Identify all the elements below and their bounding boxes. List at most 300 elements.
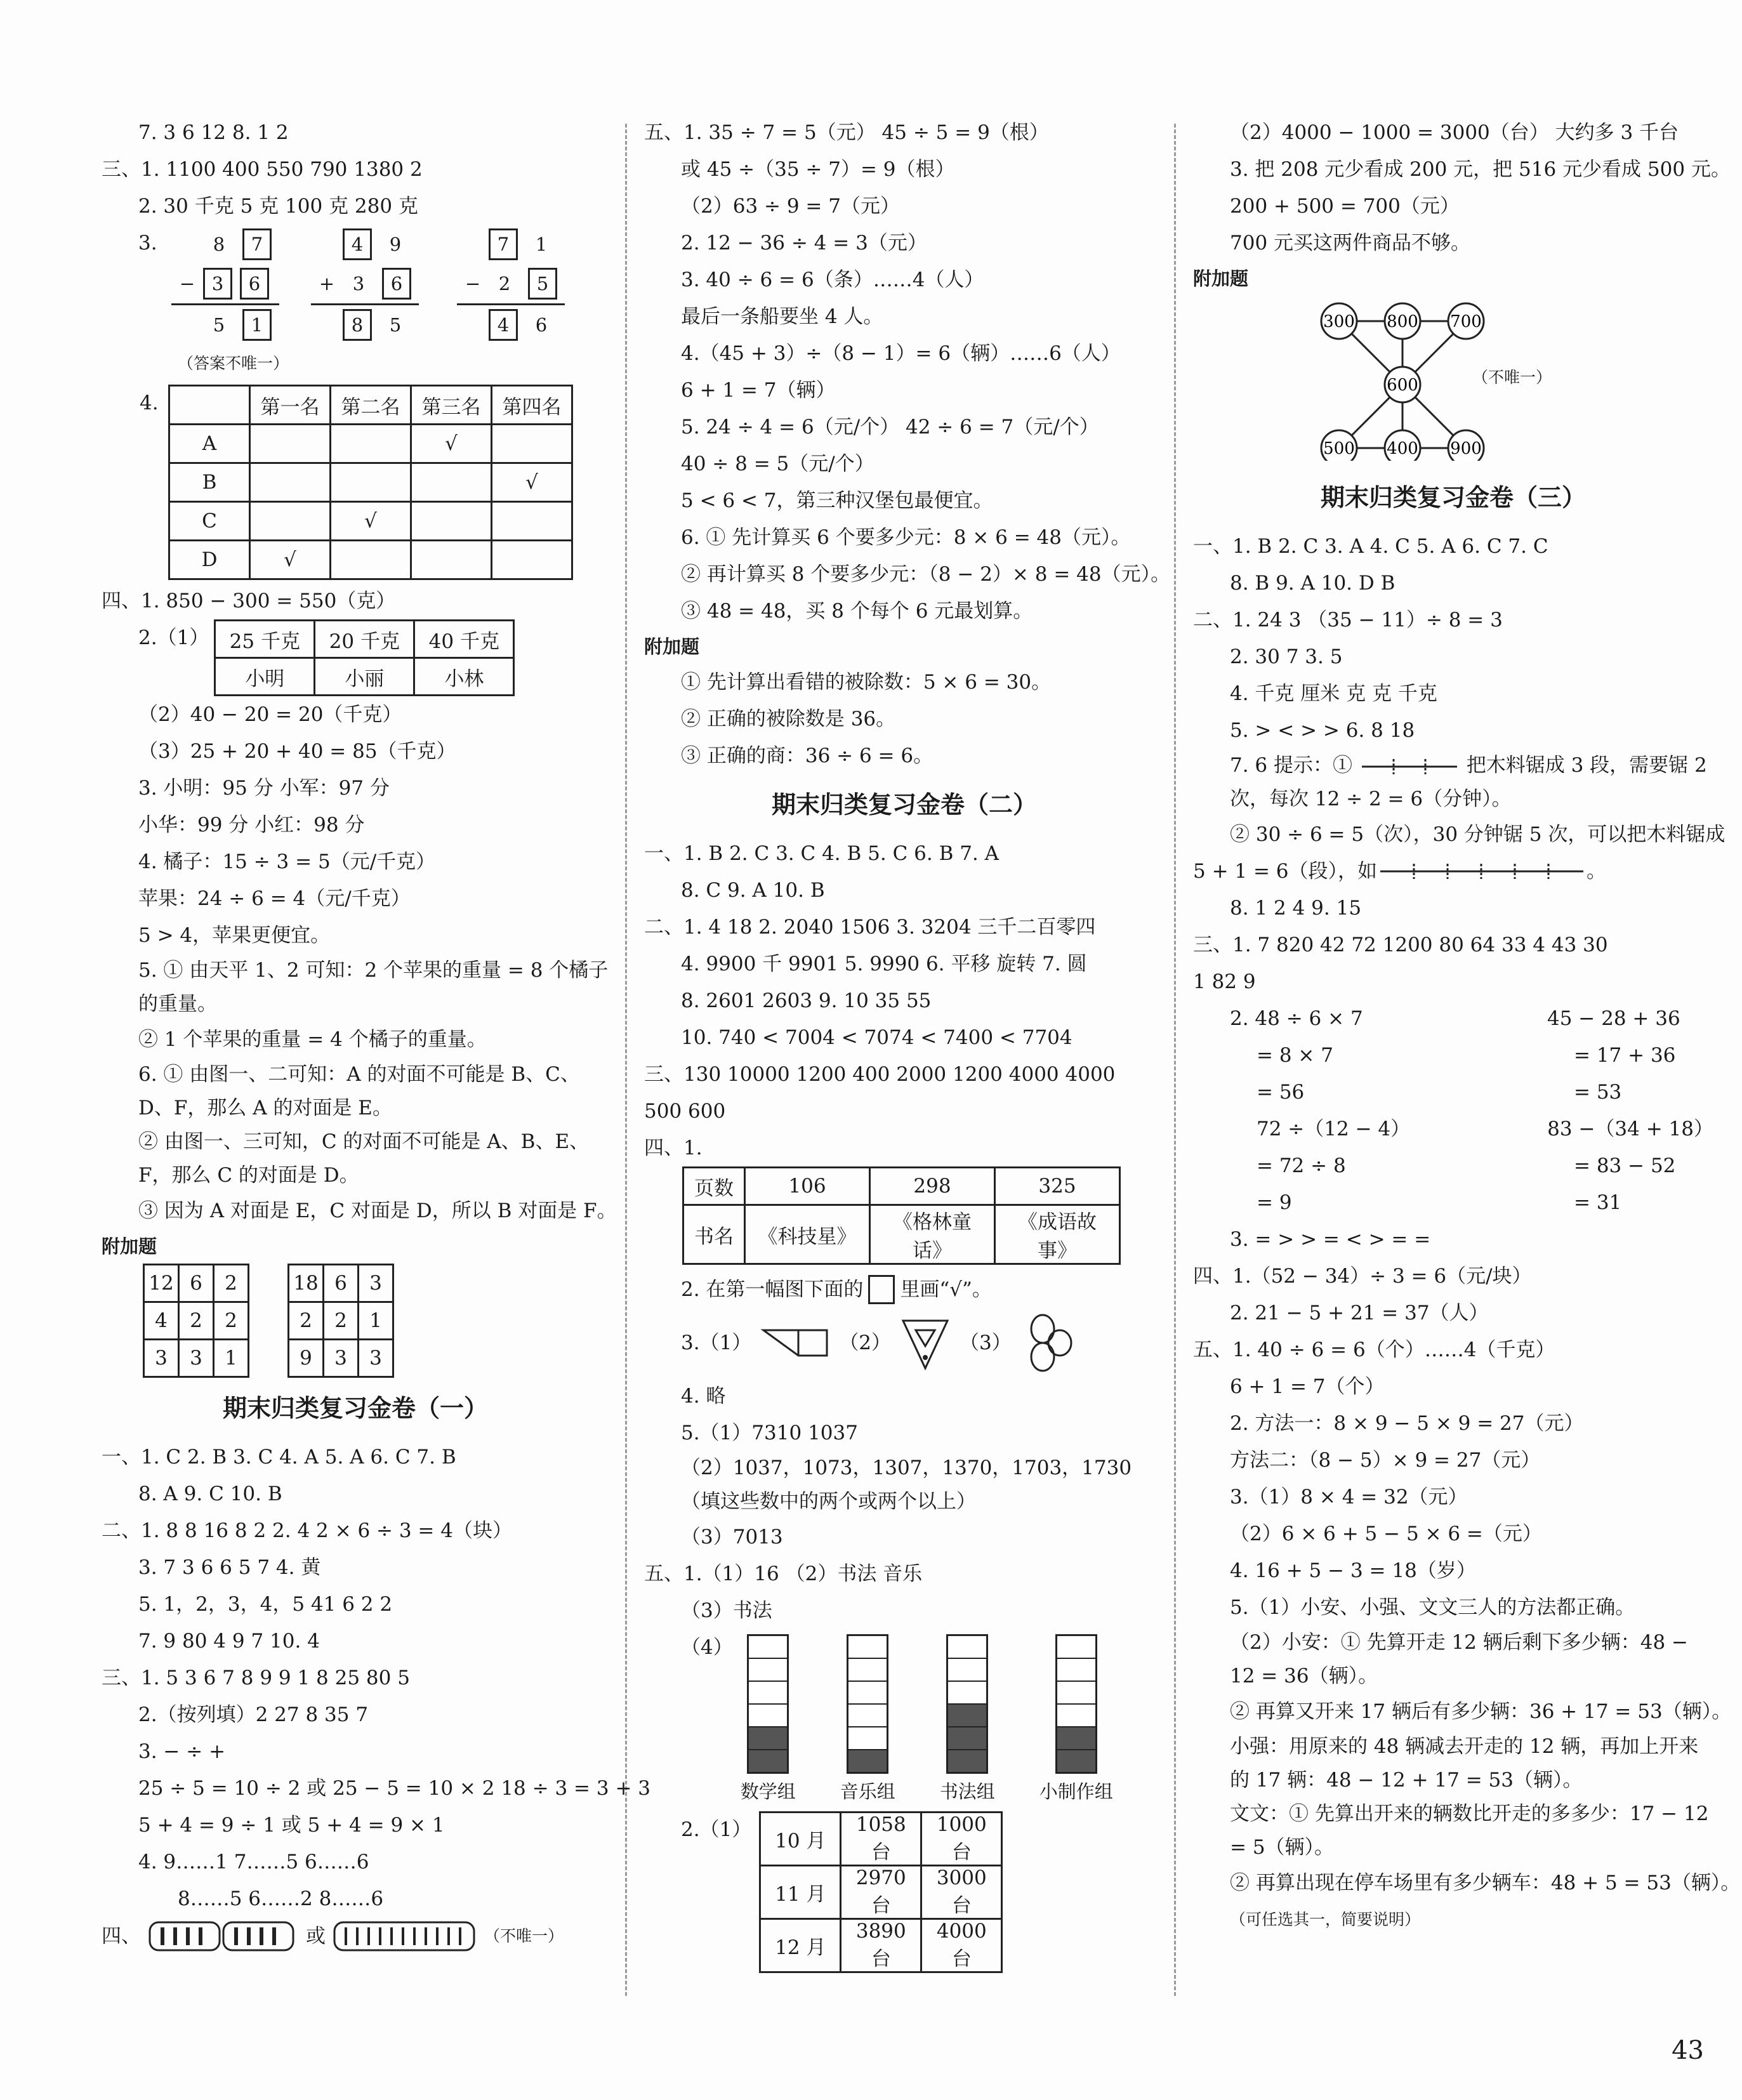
bar-cell-empty <box>848 1658 887 1681</box>
wood-saw-figure <box>1359 757 1460 776</box>
table-cell <box>492 541 572 579</box>
bar-cell-empty <box>1057 1636 1095 1658</box>
answer-line: 2.（按列填）2 27 8 35 7 <box>138 1703 369 1726</box>
table-row <box>760 1919 1002 1972</box>
table-cell: 2970 台 <box>841 1866 921 1919</box>
table-cell: 2 <box>179 1302 214 1340</box>
answer-line: 4. 9900 千 9901 5. 9990 6. 平移 旋转 7. 圆 <box>681 953 1087 975</box>
table-row <box>169 463 572 502</box>
answer-line: 8. 1 2 4 9. 15 <box>1230 897 1362 920</box>
answer-line: 2. 30 7 3. 5 <box>1230 645 1343 668</box>
table-cell: 25 千克 <box>215 621 315 658</box>
table-cell <box>250 463 331 502</box>
answer-line: ② 正确的被除数是 36。 <box>681 708 896 730</box>
answer-line: 3. = > > = < > = = <box>1230 1228 1431 1251</box>
question-number: （4） <box>681 1636 733 1659</box>
answer-line: 四、1.（52 − 34）÷ 3 = 6（元/块） <box>1193 1265 1532 1288</box>
table-row <box>144 1265 249 1302</box>
answer-line: ② 30 ÷ 6 = 5（次），30 分钟锯 5 次，可以把木料锯成 <box>1230 823 1726 846</box>
note: （不唯一） <box>1472 368 1552 386</box>
table-cell: 第二名 <box>331 386 411 425</box>
digit-puzzle <box>171 225 286 345</box>
ranking-table-block <box>102 385 609 580</box>
bar-cell-empty <box>848 1726 887 1749</box>
calc-row <box>1193 1037 1713 1074</box>
answer-line: 6. ① 先计算买 6 个要多少元：8 × 6 = 48（元）。 <box>681 526 1131 549</box>
question-number: 3. <box>138 232 157 254</box>
table-cell <box>411 541 492 579</box>
answer-line: 25 ÷ 5 = 10 ÷ 2 或 25 − 5 = 10 × 2 18 ÷ 3 = 3 + 3 <box>138 1777 650 1800</box>
answer-line: 5. 1，2，3，4，5 41 6 2 2 <box>138 1593 393 1616</box>
answer-line: （2）小安：① 先算开走 12 辆后剩下多少辆：48 − 12 = 36（辆）。 <box>1230 1631 1689 1687</box>
table-cell <box>331 463 411 502</box>
answer-line: 4. 橘子：15 ÷ 3 = 5（元/千克） <box>138 850 436 873</box>
bar-cell-filled <box>1057 1749 1095 1772</box>
answer-line: ② 由图一、三可知，C 的对面不可能是 A、B、E、F，那么 C 的对面是 D。 <box>138 1130 590 1187</box>
table-cell: √ <box>250 541 331 579</box>
stacked-bar-chart <box>741 1634 1113 1804</box>
table-cell: 11 月 <box>760 1866 841 1919</box>
column-3 <box>1193 114 1741 1938</box>
answer-line: 三、130 10000 1200 400 2000 1200 4000 4000 <box>644 1063 1116 1086</box>
table-cell: 小明 <box>215 658 315 696</box>
table-row <box>683 1205 1120 1264</box>
table-cell: 《格林童话》 <box>870 1205 995 1264</box>
bar-cell-filled <box>948 1749 986 1772</box>
table-cell: 298 <box>870 1168 995 1205</box>
answer-line: 3. 小明：95 分 小军：97 分 <box>138 777 390 800</box>
table-cell: 325 <box>995 1168 1120 1205</box>
bar-stack <box>847 1634 888 1774</box>
table-row <box>215 658 514 696</box>
number-circle-label: 700 <box>1450 312 1482 331</box>
stick-bundle-figure-alt <box>332 1917 478 1955</box>
number-circle-label: 300 <box>1323 312 1355 331</box>
table-cell: 小林 <box>414 658 514 696</box>
table-cell: 第四名 <box>492 386 572 425</box>
calc-right: = 31 <box>1574 1191 1622 1214</box>
table-cell: 6 <box>324 1265 359 1302</box>
table-cell: √ <box>331 502 411 541</box>
answer-line: 三、1. 1100 400 550 790 1380 2 <box>102 158 423 181</box>
calc-right: = 83 − 52 <box>1574 1154 1676 1177</box>
tv-table-block <box>644 1811 1165 1973</box>
answer-line: 4. 略 <box>681 1385 726 1408</box>
table-cell: 40 千克 <box>414 621 514 658</box>
puzzle-row <box>457 225 571 264</box>
answer-line: 500 600 <box>644 1100 726 1123</box>
table-cell <box>169 386 250 425</box>
answer-line: 二、1. 8 8 16 8 2 2. 4 2 × 6 ÷ 3 = 4（块） <box>102 1519 512 1542</box>
question-number: 2.（1） <box>138 626 209 649</box>
answer-line: ③ 因为 A 对面是 E，C 对面是 D，所以 B 对面是 F。 <box>138 1199 617 1222</box>
table-cell: 3000 台 <box>921 1866 1002 1919</box>
table-cell <box>492 425 572 463</box>
answer-line: （2）4000 − 1000 = 3000（台） 大约多 3 千台 <box>1230 121 1679 144</box>
puzzle-row <box>171 305 286 345</box>
question-number: 3.（1） <box>681 1331 752 1354</box>
note: （不唯一） <box>484 1927 564 1945</box>
answer-line: 7. 3 6 12 8. 1 2 <box>138 121 289 144</box>
digit: 2 <box>498 273 511 294</box>
answer-line: 1 82 9 <box>1193 970 1256 993</box>
answer-line: （2）63 ÷ 9 = 7（元） <box>681 195 900 218</box>
puzzle-row <box>311 225 425 264</box>
answer-line: 700 元买这两件商品不够。 <box>1230 232 1471 254</box>
calc-left: 2. 48 ÷ 6 × 7 <box>1230 1007 1363 1030</box>
digit: 7 <box>242 228 272 260</box>
digit: 8 <box>343 309 372 341</box>
answer-line: 2. 12 − 36 ÷ 4 = 3（元） <box>681 232 927 254</box>
calc-left: = 9 <box>1257 1191 1292 1214</box>
bar-cell-filled <box>749 1749 787 1772</box>
answer-line: 方法二：（8 − 5）× 9 = 27（元） <box>1230 1449 1541 1472</box>
table-cell <box>250 502 331 541</box>
answer-line: 5.（1）小安、小强、文文三人的方法都正确。 <box>1230 1596 1635 1619</box>
calc-row <box>1193 1184 1713 1221</box>
bonus-heading: 附加题 <box>102 1236 157 1257</box>
table-row <box>760 1866 1002 1919</box>
weight-table-block <box>102 619 609 696</box>
answer-line: 5 > 4，苹果更便宜。 <box>138 924 331 947</box>
answer-line: 5 < 6 < 7，第三种汉堡包最便宜。 <box>681 489 993 512</box>
weight-table <box>214 619 515 696</box>
number-circle-label: 900 <box>1450 439 1482 458</box>
calc-left: = 56 <box>1257 1081 1305 1104</box>
table-cell <box>492 502 572 541</box>
bar-label: 书法组 <box>939 1781 995 1802</box>
number-circle-label: 800 <box>1387 312 1418 331</box>
page-number: 43 <box>1672 2036 1704 2065</box>
answer-line: （2）1037，1073，1307，1370，1703，1730（填这些数中的两个或两个以上） <box>681 1456 1132 1513</box>
answer-line: 最后一条船要坐 4 人。 <box>681 305 883 328</box>
section-title: 期末归类复习金卷（一） <box>222 1394 488 1422</box>
calculation-steps <box>1193 1000 1713 1221</box>
answer-line: 文文：① 先算出开来的辆数比开走的多多少：17 − 12 = 5（辆）。 <box>1230 1802 1709 1859</box>
operator: − <box>465 273 481 294</box>
number-circle-label: 400 <box>1387 439 1418 458</box>
table-row <box>215 621 514 658</box>
answer-line: （3）书法 <box>681 1599 772 1622</box>
table-cell: 12 <box>144 1265 179 1302</box>
digit: 1 <box>535 234 548 255</box>
number-circle-label: 500 <box>1323 439 1355 458</box>
column-divider-1 <box>625 124 627 1996</box>
table-cell: 4000 台 <box>921 1919 1002 1972</box>
bar-chart-block <box>644 1629 1165 1804</box>
table-cell: 《成语故事》 <box>995 1205 1120 1264</box>
table-cell: 小丽 <box>315 658 414 696</box>
table-cell: 2 <box>214 1302 249 1340</box>
answer-line: 4. 16 + 5 − 3 = 18（岁） <box>1230 1559 1476 1582</box>
calc-left: = 72 ÷ 8 <box>1257 1154 1346 1177</box>
bar-cell-empty <box>848 1703 887 1726</box>
table-cell: 3 <box>359 1265 393 1302</box>
answer-line: （3）7013 <box>681 1526 783 1549</box>
answer-text: 2. 在第一幅图下面的 <box>681 1278 864 1301</box>
answer-line <box>102 1917 609 1955</box>
bar-cell-empty <box>749 1658 787 1681</box>
table-cell: 1058 台 <box>841 1813 921 1866</box>
answer-line: ② 再算又开来 17 辆后有多少辆：36 + 17 = 53（辆）。 <box>1230 1700 1732 1723</box>
table-cell <box>411 463 492 502</box>
answer-line <box>644 1271 1165 1308</box>
answer-line: 4. 9……1 7……5 6……6 <box>138 1851 369 1873</box>
number-grid <box>287 1264 394 1378</box>
answer-line: 2. 方法一：8 × 9 − 5 × 9 = 27（元） <box>1230 1412 1584 1435</box>
table-row <box>144 1302 249 1340</box>
question-number: 4. <box>140 392 159 414</box>
answer-line: 8……5 6……2 8……6 <box>178 1887 384 1910</box>
table-cell: D <box>169 541 250 579</box>
bar-cell-empty <box>948 1681 986 1703</box>
answer-line: 5. > < > > 6. 8 18 <box>1230 719 1415 742</box>
digit: 6 <box>535 314 548 336</box>
bar-cell-empty <box>848 1636 887 1658</box>
operator: + <box>319 273 335 294</box>
table-cell <box>331 541 411 579</box>
number-web-block <box>1193 296 1713 467</box>
answer-line: ③ 48 = 48，买 8 个每个 6 元最划算。 <box>681 600 1033 623</box>
answer-line: ① 先计算出看错的被除数：5 × 6 = 30。 <box>681 671 1052 694</box>
puzzle-row <box>457 264 571 303</box>
answer-line: 6 + 1 = 7（个） <box>1230 1375 1385 1398</box>
table-cell: 3 <box>324 1340 359 1377</box>
bar-cell-filled <box>848 1749 887 1772</box>
puzzle-row <box>171 264 286 303</box>
answer-line: （2）40 − 20 = 20（千克） <box>138 703 402 726</box>
digit: 6 <box>240 268 269 300</box>
answer-line: 二、1. 4 18 2. 2040 1506 3. 3204 三千二百零四 <box>644 916 1096 939</box>
table-cell: 3 <box>359 1340 393 1377</box>
column-divider-2 <box>1174 124 1176 1996</box>
bonus-heading: 附加题 <box>1193 268 1249 289</box>
table-row <box>169 425 572 463</box>
number-grid <box>143 1264 249 1378</box>
calc-row <box>1193 1000 1713 1037</box>
table-cell: 3 <box>179 1340 214 1377</box>
bar-cell-filled <box>948 1703 986 1726</box>
bar-cell-empty <box>749 1636 787 1658</box>
answer-line: 3. 把 208 元少看成 200 元，把 516 元少看成 500 元。 <box>1230 158 1731 181</box>
bar-stack <box>1055 1634 1097 1774</box>
triangle-figure <box>900 1314 951 1371</box>
answer-line: ② 1 个苹果的重量 = 4 个橘子的重量。 <box>138 1028 487 1051</box>
answer-line: 五、1. 35 ÷ 7 = 5（元） 45 ÷ 5 = 9（根） <box>644 121 1049 144</box>
answer-line: 苹果：24 ÷ 6 = 4（元/千克） <box>138 887 411 910</box>
table-cell: 第一名 <box>250 386 331 425</box>
ranking-table <box>168 385 573 580</box>
bar-column <box>1039 1634 1113 1804</box>
digit: 5 <box>213 314 225 336</box>
bar-column <box>940 1634 995 1804</box>
calc-left: = 8 × 7 <box>1257 1044 1333 1067</box>
answer-line: 三、1. 7 820 42 72 1200 80 64 33 4 43 30 <box>1193 934 1608 956</box>
tv-sales-table <box>759 1811 1003 1973</box>
table-cell: C <box>169 502 250 541</box>
answer-line: 40 ÷ 8 = 5（元/个） <box>681 452 874 475</box>
answer-line: 一、1. C 2. B 3. C 4. A 5. A 6. C 7. B <box>102 1446 456 1469</box>
table-cell: 1 <box>214 1340 249 1377</box>
digit: 4 <box>489 309 518 341</box>
table-cell <box>331 425 411 463</box>
answer-line: 5.（1）7310 1037 <box>681 1422 858 1444</box>
bar-cell-empty <box>1057 1658 1095 1681</box>
magic-grids <box>102 1264 609 1378</box>
subtraction-puzzles <box>102 225 609 345</box>
answer-line: 6. ① 由图一、二可知：A 的对面不可能是 B、C、D、F，那么 A 的对面是 E。 <box>138 1063 580 1119</box>
trapezoid-figure <box>760 1324 830 1362</box>
bar-cell-filled <box>1057 1726 1095 1749</box>
answer-line: 3.（1）8 × 4 = 32（元） <box>1230 1486 1468 1509</box>
table-row <box>683 1168 1120 1205</box>
table-row <box>760 1813 1002 1866</box>
answer-line: 五、1. 40 ÷ 6 = 6（个）……4（千克） <box>1193 1338 1555 1361</box>
bar-label: 小制作组 <box>1039 1781 1113 1802</box>
bar-label: 音乐组 <box>840 1781 895 1802</box>
bar-cell-empty <box>1057 1703 1095 1726</box>
note: （可任选其一，简要说明） <box>1230 1910 1421 1929</box>
bar-cell-filled <box>948 1726 986 1749</box>
table-cell: 2 <box>289 1302 324 1340</box>
table-cell: 9 <box>289 1340 324 1377</box>
table-cell <box>411 502 492 541</box>
table-cell: 106 <box>745 1168 870 1205</box>
answer-line: 小强：用原来的 48 辆减去开走的 12 辆，再加上开来的 17 辆：48 − 12 + 17 = 53（辆）。 <box>1230 1735 1699 1792</box>
table-row <box>169 541 572 579</box>
answer-text: 。 <box>1587 860 1607 883</box>
table-row <box>289 1340 393 1377</box>
digit: 5 <box>528 268 557 300</box>
table-cell <box>250 425 331 463</box>
calc-row <box>1193 1074 1713 1111</box>
bar-cell-empty <box>749 1681 787 1703</box>
column-1 <box>102 114 650 1955</box>
checkbox-square <box>868 1275 895 1304</box>
answer-line: 四、1. 850 − 300 = 550（克） <box>102 590 396 612</box>
bar-column <box>840 1634 895 1804</box>
digit: 5 <box>389 314 402 336</box>
answer-line: 4. 千克 厘米 克 克 千克 <box>1230 682 1437 705</box>
bar-cell-empty <box>848 1681 887 1703</box>
table-cell: 12 月 <box>760 1919 841 1972</box>
bar-stack <box>946 1634 988 1774</box>
answer-line: ③ 正确的商：36 ÷ 6 = 6。 <box>681 744 934 767</box>
table-row <box>289 1302 393 1340</box>
digit: 9 <box>389 234 402 255</box>
table-row <box>169 386 572 425</box>
answer-line: 四、1. <box>644 1137 703 1159</box>
answer-line <box>1193 749 1713 816</box>
question-number: （2） <box>839 1331 892 1354</box>
digit: 7 <box>489 228 518 260</box>
table-cell: 页数 <box>683 1168 745 1205</box>
bar-cell-empty <box>948 1636 986 1658</box>
bar-cell-empty <box>749 1703 787 1726</box>
number-circle-label: 600 <box>1387 376 1418 395</box>
puzzle-row <box>457 305 571 345</box>
symmetry-figures <box>644 1308 1165 1378</box>
digit: 1 <box>242 309 272 341</box>
table-cell: 1000 台 <box>921 1813 1002 1866</box>
answer-line: 一、1. B 2. C 3. C 4. B 5. C 6. B 7. A <box>644 842 1000 865</box>
answer-text: 5 + 1 = 6（段），如 <box>1193 860 1378 883</box>
answer-line: 8. B 9. A 10. D B <box>1230 572 1396 595</box>
table-cell: 2 <box>324 1302 359 1340</box>
answer-line: 200 + 500 = 700（元） <box>1230 195 1460 218</box>
calc-right: = 17 + 36 <box>1574 1044 1676 1067</box>
answer-line: 3. 40 ÷ 6 = 6（条）……4（人） <box>681 268 984 291</box>
answer-line: 小华：99 分 小红：98 分 <box>138 814 365 836</box>
answer-line: 5 + 4 = 9 ÷ 1 或 5 + 4 = 9 × 1 <box>138 1814 445 1837</box>
bar-cell-empty <box>1057 1681 1095 1703</box>
table-cell: 20 千克 <box>315 621 414 658</box>
calc-row <box>1193 1147 1713 1184</box>
table-cell: √ <box>411 425 492 463</box>
digit: 3 <box>203 268 232 300</box>
note: （答案不唯一） <box>178 354 289 373</box>
table-cell: √ <box>492 463 572 502</box>
answer-line: 5. 24 ÷ 4 = 6（元/个） 42 ÷ 6 = 7（元/个） <box>681 416 1099 439</box>
table-row <box>144 1340 249 1377</box>
answer-text: 里画“√”。 <box>900 1278 992 1301</box>
bar-column <box>741 1634 796 1804</box>
calc-row <box>1193 1111 1713 1147</box>
table-cell: A <box>169 425 250 463</box>
answer-line: 8. A 9. C 10. B <box>138 1483 282 1505</box>
digit: 8 <box>213 234 225 255</box>
answer-line: 4.（45 + 3）÷（8 − 1）= 6（辆）……6（人） <box>681 342 1121 365</box>
table-cell: 第三名 <box>411 386 492 425</box>
digit-puzzle <box>457 225 571 345</box>
bar-cell-empty <box>948 1658 986 1681</box>
digit: 3 <box>352 273 365 294</box>
answer-line: 7. 9 80 4 9 7 10. 4 <box>138 1630 320 1653</box>
answer-line: 3. 7 3 6 6 5 7 4. 黄 <box>138 1556 321 1579</box>
section-title: 期末归类复习金卷（二） <box>771 791 1037 819</box>
answer-line: 五、1.（1）16 （2）书法 音乐 <box>644 1562 923 1585</box>
answer-line: 2. 21 − 5 + 21 = 37（人） <box>1230 1302 1489 1324</box>
bonus-heading: 附加题 <box>644 636 700 657</box>
digit-puzzle <box>311 225 425 345</box>
answer-text: 7. 6 提示：① <box>1230 754 1353 777</box>
answer-line: 3. − ÷ + <box>138 1740 226 1763</box>
puzzle-row <box>311 305 425 345</box>
book-pages-table <box>682 1166 1121 1265</box>
table-cell: 10 月 <box>760 1813 841 1866</box>
stick-bundle-figure <box>147 1917 300 1955</box>
answer-line: 二、1. 24 3 （35 − 11）÷ 8 = 3 <box>1193 609 1503 631</box>
bar-cell-filled <box>749 1726 787 1749</box>
answer-text: 把木料锯成 3 段，需要锯 2 次，每次 12 ÷ 2 = 6（分钟）。 <box>1230 754 1707 810</box>
puzzle-row <box>311 264 425 303</box>
calc-right: 45 − 28 + 36 <box>1547 1007 1680 1030</box>
flower-figure <box>1020 1311 1078 1375</box>
table-row <box>169 502 572 541</box>
table-cell: 2 <box>214 1265 249 1302</box>
answer-line: ② 再算出现在停车场里有多少辆车：48 + 5 = 53（辆）。 <box>1230 1872 1741 1894</box>
bar-stack <box>747 1634 789 1774</box>
answer-line: 一、1. B 2. C 3. A 4. C 5. A 6. C 7. C <box>1193 535 1548 558</box>
section-title: 期末归类复习金卷（三） <box>1320 484 1586 512</box>
answer-line: （3）25 + 20 + 40 = 85（千克） <box>138 740 456 763</box>
digit: 4 <box>343 228 372 260</box>
table-cell: 18 <box>289 1265 324 1302</box>
answer-line: 三、1. 5 3 6 7 8 9 9 1 8 25 80 5 <box>102 1667 410 1689</box>
calc-right: = 53 <box>1574 1081 1622 1104</box>
answer-line: 8. 2601 2603 9. 10 35 55 <box>681 989 932 1012</box>
digit: 6 <box>382 268 411 300</box>
